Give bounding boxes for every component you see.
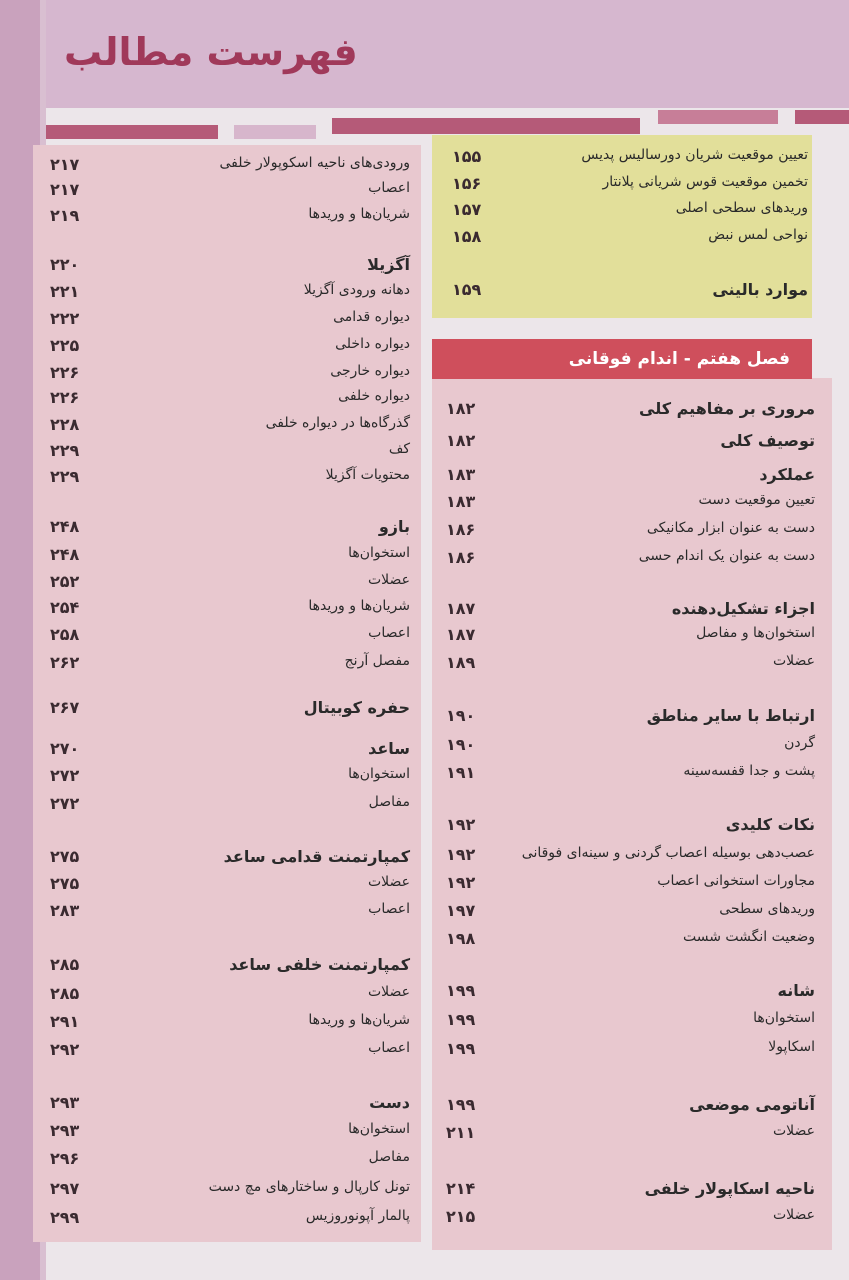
left-entry-title: دیواره قدامی [333,309,410,325]
right-entry-title: عضلات [772,1123,815,1139]
left-entry-title: کف [388,441,410,457]
left-entry-title: شریان‌ها و وریدها [308,598,410,614]
right-entry-title: وضعیت انگشت شست [683,929,815,945]
left-entry-title: ورودی‌های ناحیه اسکوپولار خلفی [219,155,410,171]
right-entry-title: مروری بر مفاهیم کلی [639,399,815,418]
left-entry-page: ۲۲۶ [50,388,80,407]
right-column-panel [432,378,832,1250]
right-entry-page: ۲۱۵ [446,1207,476,1226]
right_top-entry-title: وریدهای سطحی اصلی [675,200,808,216]
right-entry-title: مجاورات استخوانی اعصاب [657,873,815,889]
right-entry-page: ۱۹۲ [446,873,476,892]
left-entry-title: اعصاب [368,901,410,917]
left-entry-title: بازو [378,517,410,536]
left-entry-page: ۲۲۹ [50,467,80,486]
left-entry-page: ۲۷۲ [50,794,80,813]
right-entry-page: ۱۸۷ [446,599,476,618]
left-entry-page: ۲۹۷ [50,1179,80,1198]
left-entry-page: ۲۹۳ [50,1121,80,1140]
left-entry-title: مفاصل [368,794,410,810]
right-entry-page: ۲۱۴ [446,1179,476,1198]
left-entry-title: استخوان‌ها [348,545,410,561]
left-entry-page: ۲۷۵ [50,874,80,893]
right-entry-title: عضلات [772,653,815,669]
left-entry-page: ۲۹۳ [50,1093,80,1112]
left-entry-page: ۲۶۷ [50,698,80,717]
page-header [46,0,849,108]
right_top-entry-page: ۱۵۶ [452,174,482,193]
left-entry-page: ۲۴۸ [50,517,80,536]
left-entry-title: گذرگاه‌ها در دیواره خلفی [265,415,410,431]
left-entry-title: تونل کارپال و ساختارهای مچ دست [208,1179,410,1195]
right-entry-title: اسکاپولا [768,1039,815,1055]
right_top-entry-page: ۱۵۵ [452,147,482,166]
right-entry-page: ۱۸۶ [446,520,476,539]
left-entry-page: ۲۸۳ [50,901,80,920]
decor-bar-5 [795,110,849,124]
right_top-entry-page: ۱۵۸ [452,227,482,246]
right_top-entry-title: تعیین موقعیت شریان دورسالیس پدیس [581,147,808,163]
left-entry-title: دیواره خلفی [338,388,410,404]
left-entry-page: ۲۹۲ [50,1040,80,1059]
right-entry-page: ۱۸۷ [446,625,476,644]
left-entry-title: دیواره خارجی [330,363,410,379]
left-entry-page: ۲۷۲ [50,766,80,785]
left-entry-page: ۲۸۵ [50,984,80,1003]
right-entry-title: نکات کلیدی [725,815,815,834]
decor-bar-3 [332,118,640,134]
right-entry-page: ۱۹۹ [446,981,476,1000]
right-entry-title: ارتباط با سایر مناطق [646,706,815,725]
left-entry-page: ۲۲۸ [50,415,80,434]
right-entry-page: ۱۹۹ [446,1010,476,1029]
left-entry-page: ۲۴۸ [50,545,80,564]
decor-bar-4 [658,110,778,124]
right_top-entry-page: ۱۵۷ [452,200,482,219]
left-entry-title: پالمار آپونوروزیس [305,1208,410,1224]
right-entry-title: گردن [784,735,815,751]
right-entry-page: ۱۹۲ [446,845,476,864]
left-entry-title: استخوان‌ها [348,766,410,782]
right-entry-title: اجزاء تشکیل‌دهنده [671,599,815,618]
left-entry-page: ۲۱۹ [50,206,80,225]
left-entry-page: ۲۹۱ [50,1012,80,1031]
left-entry-page: ۲۲۹ [50,441,80,460]
page-title: فهرست مطالب [64,30,358,74]
right-entry-page: ۱۹۲ [446,815,476,834]
left-entry-title: مفاصل [368,1149,410,1165]
right-entry-title: عملکرد [759,465,815,484]
left-entry-title: عضلات [367,984,410,1000]
left-entry-page: ۲۲۶ [50,363,80,382]
right-entry-title: عصب‌دهی بوسیله اعصاب گردنی و سینه‌ای فوقانی [521,845,815,861]
right-entry-title: شانه [777,981,815,1000]
left-entry-title: شریان‌ها و وریدها [308,1012,410,1028]
left-entry-title: مفصل آرنج [344,653,410,669]
left-entry-page: ۲۲۰ [50,255,80,274]
right-entry-title: عضلات [772,1207,815,1223]
left-entry-title: عضلات [367,572,410,588]
left-entry-page: ۲۵۲ [50,572,80,591]
decor-bar-2 [234,125,316,139]
left-entry-page: ۲۲۲ [50,309,80,328]
left-entry-title: شریان‌ها و وریدها [308,206,410,222]
chapter-title-bar [432,339,812,379]
left-entry-title: استخوان‌ها [348,1121,410,1137]
left-entry-title: دیواره داخلی [335,336,410,352]
right-entry-page: ۱۹۰ [446,735,476,754]
left-entry-title: کمپارتمنت قدامی ساعد [223,847,410,866]
right-entry-title: دست به عنوان ابزار مکانیکی [646,520,815,536]
left-entry-title: عضلات [367,874,410,890]
right-entry-title: ناحیه اسکاپولار خلفی [644,1179,815,1198]
right-entry-title: تعیین موقعیت دست [698,492,815,508]
right-entry-page: ۱۹۱ [446,763,476,782]
right-entry-page: ۱۹۸ [446,929,476,948]
left-entry-title: اعصاب [368,180,410,196]
left-entry-page: ۲۲۱ [50,282,80,301]
left-entry-title: دهانه ورودی آگزیلا [303,282,410,298]
right-entry-page: ۱۸۳ [446,465,476,484]
left-entry-page: ۲۷۰ [50,739,80,758]
right-entry-page: ۱۸۲ [446,431,476,450]
left-entry-title: حفره کوبیتال [303,698,410,717]
left-entry-page: ۲۵۴ [50,598,80,617]
right-entry-page: ۱۹۰ [446,706,476,725]
left-entry-page: ۲۹۹ [50,1208,80,1227]
decor-bar-1 [46,125,218,139]
right-entry-title: پشت و جدا قفسه‌سینه [683,763,815,779]
left-entry-page: ۲۷۵ [50,847,80,866]
right-entry-page: ۱۸۹ [446,653,476,672]
left-entry-page: ۲۶۲ [50,653,80,672]
left-entry-page: ۲۸۵ [50,955,80,974]
left-entry-title: ساعد [368,739,410,758]
right-entry-title: آناتومی موضعی [689,1095,815,1114]
left-entry-title: دست [369,1093,410,1112]
left-entry-page: ۲۱۷ [50,155,80,174]
left-entry-page: ۲۱۷ [50,180,80,199]
right-entry-title: وریدهای سطحی [719,901,815,917]
left-entry-title: کمپارتمنت خلفی ساعد [229,955,410,974]
right_top-entry-title: نواحی لمس نبض [708,227,808,243]
right-entry-title: دست به عنوان یک اندام حسی [638,548,815,564]
left-entry-title: اعصاب [368,625,410,641]
right-entry-title: استخوان‌ها [753,1010,815,1026]
right-entry-page: ۱۸۶ [446,548,476,567]
right-entry-title: توصیف کلی [720,431,815,450]
right-entry-page: ۱۸۲ [446,399,476,418]
right-entry-page: ۱۹۹ [446,1095,476,1114]
right_top-entry-title: موارد بالینی [712,280,808,299]
left-entry-title: اعصاب [368,1040,410,1056]
right_top-entry-page: ۱۵۹ [452,280,482,299]
right-entry-page: ۱۸۳ [446,492,476,511]
left-entry-page: ۲۹۶ [50,1149,80,1168]
right-entry-page: ۱۹۹ [446,1039,476,1058]
left-entry-page: ۲۵۸ [50,625,80,644]
right-entry-page: ۱۹۷ [446,901,476,920]
right-entry-page: ۲۱۱ [446,1123,476,1142]
chapter-title: فصل هفتم - اندام فوقانی [568,349,790,369]
right_top-entry-title: تخمین موقعیت قوس شریانی پلانتار [602,174,808,190]
left-entry-page: ۲۲۵ [50,336,80,355]
right-entry-title: استخوان‌ها و مفاصل [696,625,815,641]
left-entry-title: محتویات آگزیلا [325,467,410,483]
left-entry-title: آگزیلا [367,255,410,274]
